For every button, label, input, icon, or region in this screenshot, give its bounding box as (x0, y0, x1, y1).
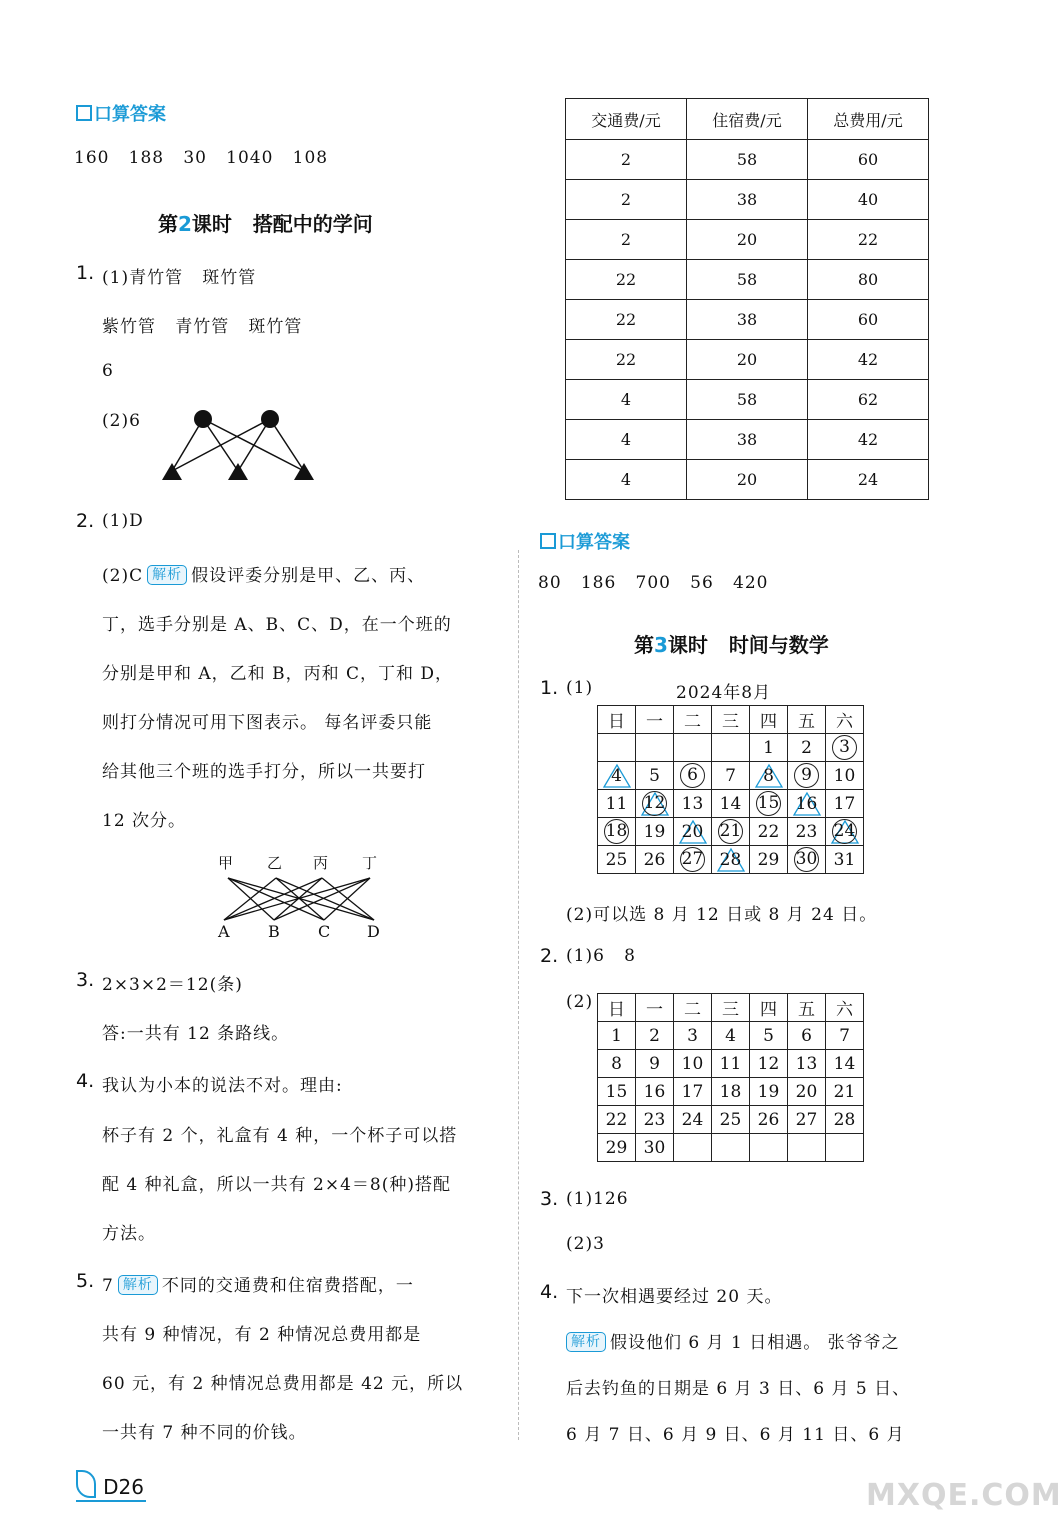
player-label: B (268, 922, 280, 941)
calendar-weekday: 五 (788, 994, 826, 1022)
q1-part1-line2: 紫竹管 青竹管 斑竹管 (102, 317, 303, 337)
calendar-week-row (598, 818, 864, 846)
circled-day: 9 (794, 763, 819, 788)
r-q4-line4: 6 月 7 日、6 月 9 日、6 月 11 日、6 月 (566, 1425, 905, 1445)
day-number: 29 (757, 849, 780, 870)
calendar-day (674, 762, 712, 790)
day-number: 28 (719, 849, 742, 870)
circled-day: 18 (604, 819, 629, 844)
calendar-day (750, 1106, 788, 1134)
r-q3-part2: (2)3 (566, 1234, 605, 1254)
calendar-day (636, 1078, 674, 1106)
calendar-day (712, 734, 750, 762)
day-number: 19 (757, 1081, 780, 1102)
circled-day: 24 (832, 819, 857, 844)
day-number: 11 (719, 1053, 742, 1074)
calendar-day (788, 1078, 826, 1106)
calendar-day (674, 1078, 712, 1106)
calendar-weekday: 日 (598, 706, 636, 734)
calendar-day (712, 790, 750, 818)
table-row (566, 460, 929, 500)
q3-line1: 2×3×2＝12(条) (102, 975, 243, 995)
calendar-day (788, 818, 826, 846)
calendar-day (636, 734, 674, 762)
calendar-day (826, 734, 864, 762)
calendar-day (636, 818, 674, 846)
r-q3-part1: (1)126 (566, 1189, 629, 1209)
calendar-day (712, 762, 750, 790)
r-q2-part2: (2) (566, 992, 594, 1012)
day-number: 3 (687, 1025, 698, 1046)
day-number: 4 (611, 765, 622, 786)
q2-part2-line1: (2)C 解析 假设评委分别是甲、乙、丙、 (102, 566, 426, 586)
circled-day: 30 (794, 847, 819, 872)
leaf-icon (76, 1470, 96, 1498)
table-cell: 2 (566, 140, 687, 180)
circled-day: 27 (680, 847, 705, 872)
calendar-day (674, 734, 712, 762)
table-cell: 58 (687, 140, 808, 180)
calendar-day (826, 790, 864, 818)
table-cell: 62 (808, 380, 929, 420)
r-q4-number: 4. (540, 1281, 559, 1303)
oral-answer-heading-right: 口算答案 (540, 528, 630, 554)
table-row (566, 260, 929, 300)
table-cell: 42 (808, 340, 929, 380)
pairing-diagram-1 (160, 405, 320, 483)
calendar-week-row (598, 1078, 864, 1106)
table-cell: 38 (687, 420, 808, 460)
q1-part2: (2)6 (102, 411, 141, 431)
circled-day: 3 (832, 735, 857, 760)
day-number: 21 (833, 1081, 856, 1102)
day-number: 2 (649, 1025, 660, 1046)
square-icon (76, 105, 92, 121)
watermark: MXQE.COM (866, 1478, 1062, 1513)
table-row (566, 300, 929, 340)
calendar-day (636, 1050, 674, 1078)
r-q3-number: 3. (540, 1188, 559, 1210)
calendar-day (750, 1134, 788, 1162)
day-number: 16 (643, 1081, 666, 1102)
day-number: 25 (605, 849, 628, 870)
day-number: 25 (719, 1109, 742, 1130)
calendar-day (750, 734, 788, 762)
calendar-weekday: 六 (826, 706, 864, 734)
r-q2-part1: (1)6 8 (566, 946, 636, 966)
calendar-day (750, 846, 788, 874)
q4-number: 4. (76, 1070, 95, 1092)
player-label: C (318, 922, 331, 941)
q5-line4: 一共有 7 种不同的价钱。 (102, 1423, 307, 1443)
day-number: 17 (833, 793, 856, 814)
day-number: 17 (681, 1081, 704, 1102)
page-number: D26 (76, 1470, 144, 1499)
r-q4-line1: 下一次相遇要经过 20 天。 (566, 1287, 783, 1307)
day-number: 16 (795, 793, 818, 814)
table-header-row (566, 99, 929, 140)
lesson-3-title: 第3课时 时间与数学 (634, 633, 829, 657)
table-cell: 80 (808, 260, 929, 300)
cost-table (565, 98, 929, 500)
q2-line3: 分别是甲和 A，乙和 B，丙和 C，丁和 D， (102, 664, 454, 684)
day-number: 23 (643, 1109, 666, 1130)
table-cell: 60 (808, 140, 929, 180)
judge-label: 丙 (313, 854, 329, 872)
table-cell: 38 (687, 300, 808, 340)
day-number: 14 (719, 793, 742, 814)
calendar-week-row (598, 790, 864, 818)
table-cell: 2 (566, 180, 687, 220)
q4-line1: 我认为小本的说法不对。理由: (102, 1076, 343, 1096)
day-number: 5 (763, 1025, 774, 1046)
day-number: 13 (681, 793, 704, 814)
day-number: 7 (839, 1025, 850, 1046)
analysis-tag: 解析 (147, 565, 187, 585)
r-q2-number: 2. (540, 945, 559, 967)
day-number: 26 (643, 849, 666, 870)
calendar-day (826, 762, 864, 790)
player-label: D (367, 922, 380, 941)
q4-line4: 方法。 (102, 1224, 156, 1244)
day-number: 8 (763, 765, 774, 786)
calendar-day (788, 846, 826, 874)
oral-answers-right: 80 186 700 56 420 (538, 573, 769, 593)
calendar-weekday: 二 (674, 994, 712, 1022)
day-number: 20 (795, 1081, 818, 1102)
day-number: 28 (833, 1109, 856, 1130)
day-number: 13 (795, 1053, 818, 1074)
table-cell: 60 (808, 300, 929, 340)
circled-day: 21 (718, 819, 743, 844)
calendar-day (636, 1134, 674, 1162)
calendar-day (750, 1022, 788, 1050)
calendar-day (750, 762, 788, 790)
day-number: 30 (643, 1137, 666, 1158)
day-number: 9 (649, 1053, 660, 1074)
q5-number: 5. (76, 1270, 95, 1292)
day-number: 14 (833, 1053, 856, 1074)
table-cell: 22 (566, 300, 687, 340)
day-number: 26 (757, 1109, 780, 1130)
q2-line6: 12 次分。 (102, 811, 187, 831)
q5-line3: 60 元，有 2 种情况总费用都是 42 元，所以 (102, 1374, 464, 1394)
calendar-day (636, 1022, 674, 1050)
page-number-underline (76, 1500, 146, 1502)
table-cell: 24 (808, 460, 929, 500)
day-number: 8 (611, 1053, 622, 1074)
calendar-weekday-row (598, 706, 864, 734)
circled-day: 12 (642, 791, 667, 816)
calendar-day (598, 818, 636, 846)
day-number: 27 (795, 1109, 818, 1130)
calendar-weekday: 三 (712, 994, 750, 1022)
calendar-day (788, 762, 826, 790)
calendar-day (674, 1106, 712, 1134)
q4-line3: 配 4 种礼盒，所以一共有 2×4＝8(种)搭配 (102, 1175, 451, 1195)
calendar-day (636, 846, 674, 874)
square-icon (540, 533, 556, 549)
table-cell: 40 (808, 180, 929, 220)
calendar-day (712, 818, 750, 846)
table-cell: 22 (808, 220, 929, 260)
calendar-week-row (598, 1134, 864, 1162)
day-number: 4 (725, 1025, 736, 1046)
day-number: 15 (605, 1081, 628, 1102)
calendar-day (826, 846, 864, 874)
table-cell: 20 (687, 220, 808, 260)
calendar-day (826, 1106, 864, 1134)
calendar-day (674, 818, 712, 846)
day-number: 31 (833, 849, 856, 870)
day-number: 1 (611, 1025, 622, 1046)
calendar-week-row (598, 1022, 864, 1050)
q3-number: 3. (76, 969, 95, 991)
calendar-day (598, 1022, 636, 1050)
q2-line2: 丁，选手分别是 A、B、C、D，在一个班的 (102, 615, 452, 635)
table-cell: 2 (566, 220, 687, 260)
q5-line1: 7 解析 不同的交通费和住宿费搭配，一 (102, 1276, 414, 1296)
calendar-weekday: 四 (750, 994, 788, 1022)
calendar-title: 2024年8月 (676, 683, 772, 703)
calendar-day (788, 1134, 826, 1162)
table-header-cell: 住宿费/元 (687, 99, 808, 140)
judge-label: 丁 (362, 854, 378, 872)
calendar-day (674, 1134, 712, 1162)
calendar-week-row (598, 846, 864, 874)
calendar-day (788, 1106, 826, 1134)
calendar-day (674, 846, 712, 874)
q4-line2: 杯子有 2 个，礼盒有 4 种，一个杯子可以搭 (102, 1126, 458, 1146)
calendar-week-row (598, 762, 864, 790)
table-row (566, 420, 929, 460)
table-cell: 22 (566, 260, 687, 300)
analysis-tag: 解析 (566, 1332, 606, 1352)
judge-label: 甲 (218, 854, 234, 872)
day-number: 22 (605, 1109, 628, 1130)
q5-line2: 共有 9 种情况，有 2 种情况总费用都是 (102, 1325, 422, 1345)
calendar-day (636, 1106, 674, 1134)
day-number: 23 (795, 821, 818, 842)
day-number: 29 (605, 1137, 628, 1158)
calendar-weekday: 一 (636, 994, 674, 1022)
q2-line5: 给其他三个班的选手打分，所以一共要打 (102, 762, 426, 782)
table-header-cell: 总费用/元 (808, 99, 929, 140)
calendar-day (788, 1050, 826, 1078)
day-number: 22 (757, 821, 780, 842)
calendar-day (636, 762, 674, 790)
calendar-day (750, 790, 788, 818)
calendar-weekday: 四 (750, 706, 788, 734)
calendar-day (598, 734, 636, 762)
calendar-day (788, 1022, 826, 1050)
q2-number: 2. (76, 510, 95, 532)
table-row (566, 220, 929, 260)
q2-line4: 则打分情况可用下图表示。 每名评委只能 (102, 713, 433, 733)
day-number: 10 (681, 1053, 704, 1074)
day-number: 7 (725, 765, 736, 786)
calendar-day (826, 1050, 864, 1078)
calendar-weekday: 三 (712, 706, 750, 734)
circled-day: 15 (756, 791, 781, 816)
r-q4-line3: 后去钓鱼的日期是 6 月 3 日、6 月 5 日、 (566, 1379, 911, 1399)
calendar-week-row (598, 1050, 864, 1078)
calendar-weekday: 二 (674, 706, 712, 734)
calendar-day (712, 1050, 750, 1078)
q1-number: 1. (76, 262, 95, 284)
table-cell: 38 (687, 180, 808, 220)
calendar-day (598, 1078, 636, 1106)
day-number: 5 (649, 765, 660, 786)
r-q1-part1: (1) (566, 678, 594, 698)
table-cell: 4 (566, 460, 687, 500)
calendar-day (598, 846, 636, 874)
calendar-day (826, 1078, 864, 1106)
calendar-day (826, 818, 864, 846)
table-row (566, 380, 929, 420)
calendar-day (826, 1022, 864, 1050)
r-q4-line2: 解析 假设他们 6 月 1 日相遇。 张爷爷之 (562, 1328, 900, 1353)
calendar-weekday: 六 (826, 994, 864, 1022)
lesson-2-title: 第2课时 搭配中的学问 (158, 212, 373, 236)
calendar-weekday: 日 (598, 994, 636, 1022)
calendar-weekday: 一 (636, 706, 674, 734)
day-number: 12 (757, 1053, 780, 1074)
calendar-week-row (598, 1106, 864, 1134)
circled-day: 6 (680, 763, 705, 788)
calendar-weekday: 五 (788, 706, 826, 734)
day-number: 19 (643, 821, 666, 842)
calendar-day (598, 1050, 636, 1078)
table-row (566, 340, 929, 380)
r-q1-number: 1. (540, 677, 559, 699)
player-label: A (218, 922, 230, 941)
table-cell: 4 (566, 420, 687, 460)
calendar-day (636, 790, 674, 818)
calendar-day (788, 734, 826, 762)
oral-answers-left: 160 188 30 1040 108 (74, 148, 329, 168)
table-row (566, 140, 929, 180)
calendar-day (674, 790, 712, 818)
table-cell: 4 (566, 380, 687, 420)
table-row (566, 180, 929, 220)
judge-label: 乙 (267, 854, 283, 872)
calendar-day (712, 1106, 750, 1134)
day-number: 24 (681, 1109, 704, 1130)
calendar-day (674, 1050, 712, 1078)
day-number: 20 (681, 821, 704, 842)
day-number: 11 (605, 793, 628, 814)
day-number: 10 (833, 765, 856, 786)
calendar-day (598, 762, 636, 790)
calendar-day (750, 1078, 788, 1106)
column-divider (518, 550, 519, 1440)
day-number: 18 (719, 1081, 742, 1102)
q1-part1-line3: 6 (102, 361, 114, 381)
calendar-day (598, 1134, 636, 1162)
day-number: 2 (801, 737, 812, 758)
calendar-day (598, 1106, 636, 1134)
calendar-day (750, 1050, 788, 1078)
oral-answer-heading-left: 口算答案 (76, 100, 166, 126)
r-q1-part2: (2)可以选 8 月 12 日或 8 月 24 日。 (566, 905, 878, 925)
calendar-day (750, 818, 788, 846)
table-cell: 20 (687, 340, 808, 380)
day-number: 6 (801, 1025, 812, 1046)
calendar-day (712, 1078, 750, 1106)
q1-part1-line1: (1)青竹管 斑竹管 (102, 268, 257, 288)
calendar-day (712, 846, 750, 874)
table-cell: 42 (808, 420, 929, 460)
calendar-day (826, 1134, 864, 1162)
calendar-day (712, 1134, 750, 1162)
day-number: 1 (763, 737, 774, 758)
august-calendar (597, 705, 864, 874)
q3-line2: 答:一共有 12 条路线。 (102, 1024, 290, 1044)
calendar-day (712, 1022, 750, 1050)
calendar-day (674, 1022, 712, 1050)
calendar-day (788, 790, 826, 818)
table-cell: 20 (687, 460, 808, 500)
analysis-tag: 解析 (118, 1275, 158, 1295)
month-calendar (597, 993, 864, 1162)
judge-player-diagram (210, 850, 390, 945)
table-header-cell: 交通费/元 (566, 99, 687, 140)
calendar-weekday-row (598, 994, 864, 1022)
table-cell: 58 (687, 380, 808, 420)
table-cell: 58 (687, 260, 808, 300)
calendar-week-row (598, 734, 864, 762)
calendar-day (598, 790, 636, 818)
q2-part1: (1)D (102, 511, 144, 531)
table-cell: 22 (566, 340, 687, 380)
